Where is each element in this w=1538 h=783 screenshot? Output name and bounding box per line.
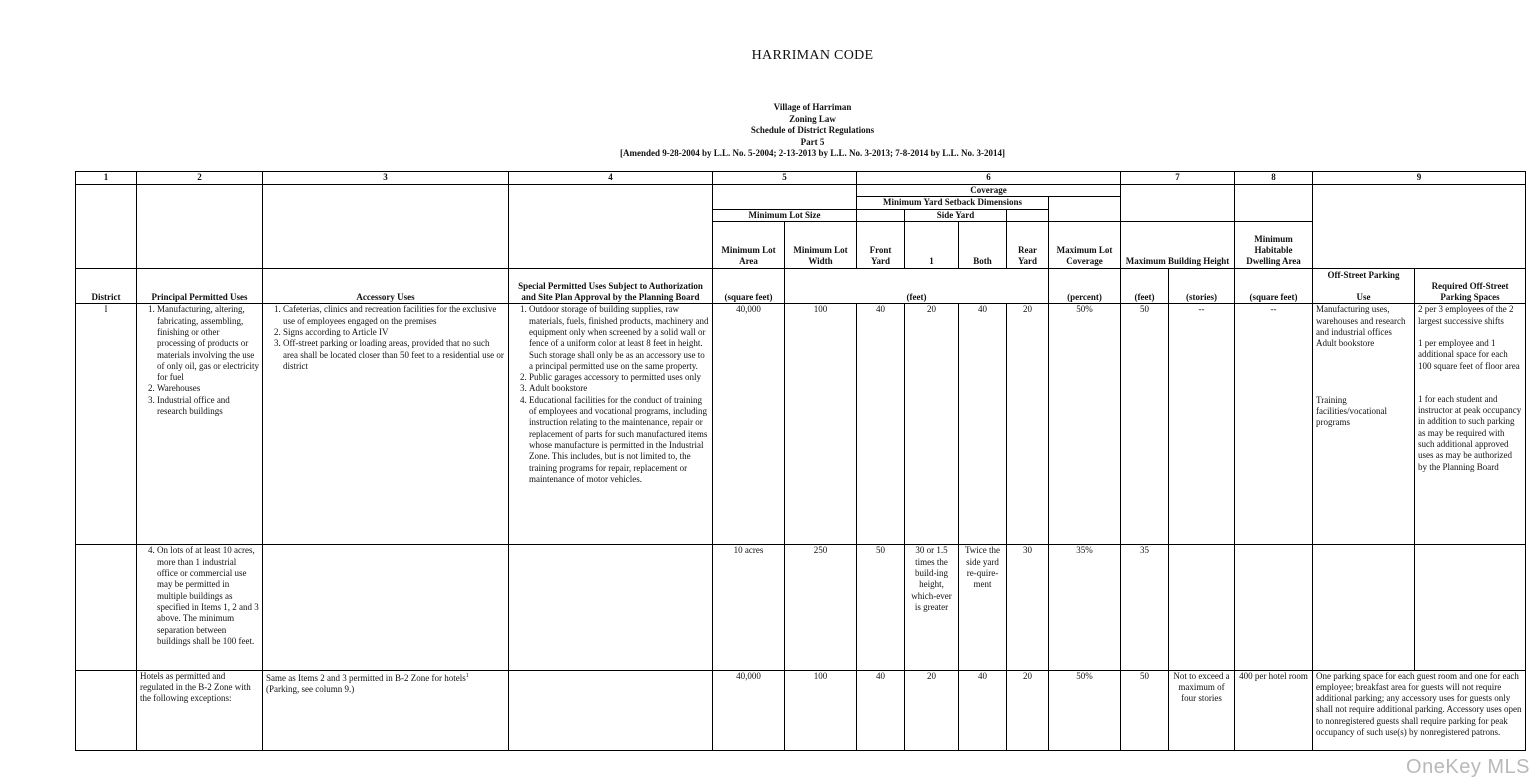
off-street-parking-header: Off-Street Parking xyxy=(1327,269,1400,280)
coverage-cell: 50% xyxy=(1049,304,1121,545)
dwelling-area-cell: 400 per hotel room xyxy=(1235,670,1313,750)
accessory-uses-cell xyxy=(263,670,509,750)
list-item: 1. Outdoor storage of building supplies, raw materials, fuels, finished products, machinery and equipment only when screened by a solid wall or fence of a uniform color at least 8 feet in height. Such storage shall only be as an accessory use to a principal permitted use on the same property. xyxy=(529,304,709,372)
principal-uses-header: Principal Permitted Uses xyxy=(137,268,263,304)
accessory-uses-header: Accessory Uses xyxy=(263,268,509,304)
side-yard-one-cell: 20 xyxy=(905,304,959,545)
lot-width-cell: 100 xyxy=(785,304,857,545)
height-feet-cell: 50 xyxy=(1121,670,1169,750)
side-yard-both-header: Both xyxy=(959,222,1007,269)
lot-width-cell: 100 xyxy=(785,670,857,750)
list-item: 1. Cafeterias, clinics and recreation facilities for the exclusive use of employees engaged on the premises xyxy=(283,304,505,327)
unit-feet: (feet) xyxy=(785,268,1049,304)
parking-requirement: 1 for each student and instructor at peak occupancy in addition to such parking as may be required with such additional approved uses as may be authorized by the Planning Board xyxy=(1418,393,1522,472)
side-yard-one-header: 1 xyxy=(905,222,959,269)
column-number: 4 xyxy=(509,172,713,185)
special-uses-cell xyxy=(509,304,713,545)
district-regulations-table xyxy=(75,171,1526,751)
subtitle-line: Schedule of District Regulations xyxy=(750,125,875,135)
height-stories-cell: Not to exceed a maximum of four stories xyxy=(1169,670,1235,750)
rear-yard-header: Rear Yard xyxy=(1007,222,1049,269)
min-habitable-area-header: Minimum Habitable Dwelling Area xyxy=(1235,222,1313,269)
header-row-units xyxy=(76,268,1526,304)
list-item: 4. On lots of at least 10 acres, more than 1 industrial office or commercial use may be permitted in multiple buildings as specified in Items 1, 2 and 3 above. The minimum separation between buildings shall be 100 feet. xyxy=(157,545,259,647)
front-yard-cell: 50 xyxy=(857,545,905,670)
table-row xyxy=(76,304,1526,545)
parking-cell: One parking space for each guest room and one for each employee; breakfast area for guests will not require additional parking; any accessory uses for guests only shall not require additional parking. Accessory uses open to nonregistered guests shall require parking for peak occupancy of such use(s) by nonregistered patrons. xyxy=(1313,670,1526,750)
subtitle-line: Part 5 xyxy=(800,136,825,147)
parking-spaces-cell xyxy=(1415,304,1526,545)
column-number: 3 xyxy=(263,172,509,185)
side-yard-both-cell: 40 xyxy=(959,670,1007,750)
lot-area-cell: 40,000 xyxy=(713,304,785,545)
accessory-note: (Parking, see column 9.) xyxy=(266,683,355,694)
rear-yard-cell: 30 xyxy=(1007,545,1049,670)
unit-stories: (stories) xyxy=(1169,268,1235,304)
amendment-note: [Amended 9-28-2004 by L.L. No. 5-2004; 2-13-2013 by L.L. No. 3-2013; 7-8-2014 by L.L. No. 3-2014] xyxy=(620,148,1005,158)
unit-percent: (percent) xyxy=(1049,268,1121,304)
accessory-text: Same as Items 2 and 3 permitted in B-2 Zone for hotels xyxy=(266,672,466,683)
side-yard-one-cell: 20 xyxy=(905,670,959,750)
required-spaces-header: Required Off-Street Parking Spaces xyxy=(1415,268,1526,304)
unit-square-feet-dwelling: (square feet) xyxy=(1235,268,1313,304)
rear-yard-cell: 20 xyxy=(1007,670,1049,750)
lot-area-cell: 40,000 xyxy=(713,670,785,750)
subtitle-line: Zoning Law xyxy=(789,113,836,124)
min-yard-setback-header: Minimum Yard Setback Dimensions xyxy=(857,197,1049,210)
lot-area-cell: 10 acres xyxy=(713,545,785,670)
column-number: 8 xyxy=(1235,172,1313,185)
min-lot-width-header: Minimum Lot Width xyxy=(785,222,857,269)
document-title: HARRIMAN CODE xyxy=(751,48,874,63)
column-number-row xyxy=(76,172,1526,185)
parking-use-label: Use xyxy=(1356,292,1371,303)
height-stories-cell: -- xyxy=(1169,304,1235,545)
table-row xyxy=(76,670,1526,750)
table-row xyxy=(76,545,1526,670)
list-item: 2. Signs according to Article IV xyxy=(283,327,505,338)
min-lot-area-header: Minimum Lot Area xyxy=(713,222,785,269)
parking-use-header xyxy=(1313,268,1415,304)
parking-requirement: 2 per 3 employees of the 2 largest successive shifts xyxy=(1418,304,1514,326)
coverage-cell: 50% xyxy=(1049,670,1121,750)
dwelling-area-cell: -- xyxy=(1235,304,1313,545)
front-yard-cell: 40 xyxy=(857,304,905,545)
district-cell: I xyxy=(76,304,137,545)
subtitle-line: Village of Harriman xyxy=(773,102,852,112)
unit-square-feet: (square feet) xyxy=(713,268,785,304)
header-row-coverage xyxy=(76,184,1526,197)
front-yard-header: Front Yard xyxy=(857,222,905,269)
column-number: 7 xyxy=(1121,172,1235,185)
max-lot-coverage-header: Maximum Lot Coverage xyxy=(1049,222,1121,269)
list-item: 3. Adult bookstore xyxy=(529,383,709,394)
column-number: 5 xyxy=(713,172,857,185)
list-item: 2. Warehouses xyxy=(157,383,259,394)
parking-use-cell xyxy=(1313,304,1415,545)
lot-width-cell: 250 xyxy=(785,545,857,670)
coverage-cell: 35% xyxy=(1049,545,1121,670)
parking-use: Manufacturing uses, warehouses and research and industrial offices xyxy=(1316,304,1406,337)
list-item: 3. Off-street parking or loading areas, provided that no such area shall be located closer than 50 feet to a residential use or district xyxy=(283,338,505,372)
height-feet-cell: 50 xyxy=(1121,304,1169,545)
parking-use: Adult bookstore xyxy=(1316,338,1375,349)
column-number: 6 xyxy=(857,172,1121,185)
side-yard-header: Side Yard xyxy=(905,209,1007,222)
front-yard-cell: 40 xyxy=(857,670,905,750)
min-lot-size-header: Minimum Lot Size xyxy=(713,209,857,222)
side-yard-one-cell: 30 or 1.5 times the build-ing height, which-ever is greater xyxy=(905,545,959,670)
side-yard-both-cell: Twice the side yard re-quire-ment xyxy=(959,545,1007,670)
special-uses-header: Special Permitted Uses Subject to Authorization and Site Plan Approval by the Planning Board xyxy=(509,268,713,304)
principal-uses-cell: Hotels as permitted and regulated in the B-2 Zone with the following exceptions: xyxy=(137,670,263,750)
watermark: OneKey MLS xyxy=(1406,756,1530,778)
list-item: 3. Industrial office and research buildings xyxy=(157,395,259,418)
principal-uses-cell xyxy=(137,304,263,545)
parking-use: Training facilities/vocational programs xyxy=(1316,394,1387,428)
column-number: 1 xyxy=(76,172,137,185)
list-item: 2. Public garages accessory to permitted uses only xyxy=(529,372,709,383)
footnote-marker: 1 xyxy=(465,672,469,679)
column-number: 2 xyxy=(137,172,263,185)
max-building-height-header: Maximum Building Height xyxy=(1121,222,1235,269)
side-yard-both-cell: 40 xyxy=(959,304,1007,545)
parking-requirement: 1 per employee and 1 additional space for each 100 square feet of floor area xyxy=(1418,337,1520,371)
accessory-uses-cell xyxy=(263,304,509,545)
unit-feet-height: (feet) xyxy=(1121,268,1169,304)
document-subtitle xyxy=(0,102,1538,160)
rear-yard-cell: 20 xyxy=(1007,304,1049,545)
list-item: 4. Educational facilities for the conduct of training of employees and vocational programs, including instruction relating to the maintenance, repair or replacement of parts for such manufactured items whose manufacture is permitted in the Industrial Zone. This includes, but is not limited to, the training programs for repair, replacement or maintenance of motor vehicles. xyxy=(529,395,709,485)
coverage-header: Coverage xyxy=(857,184,1121,197)
column-number: 9 xyxy=(1313,172,1526,185)
district-header: District xyxy=(76,268,137,304)
principal-uses-cell xyxy=(137,545,263,670)
height-feet-cell: 35 xyxy=(1121,545,1169,670)
list-item: 1. Manufacturing, altering, fabricating, assembling, finishing or other processing of products or materials involving the use of only oil, gas or electricity for fuel xyxy=(157,304,259,383)
